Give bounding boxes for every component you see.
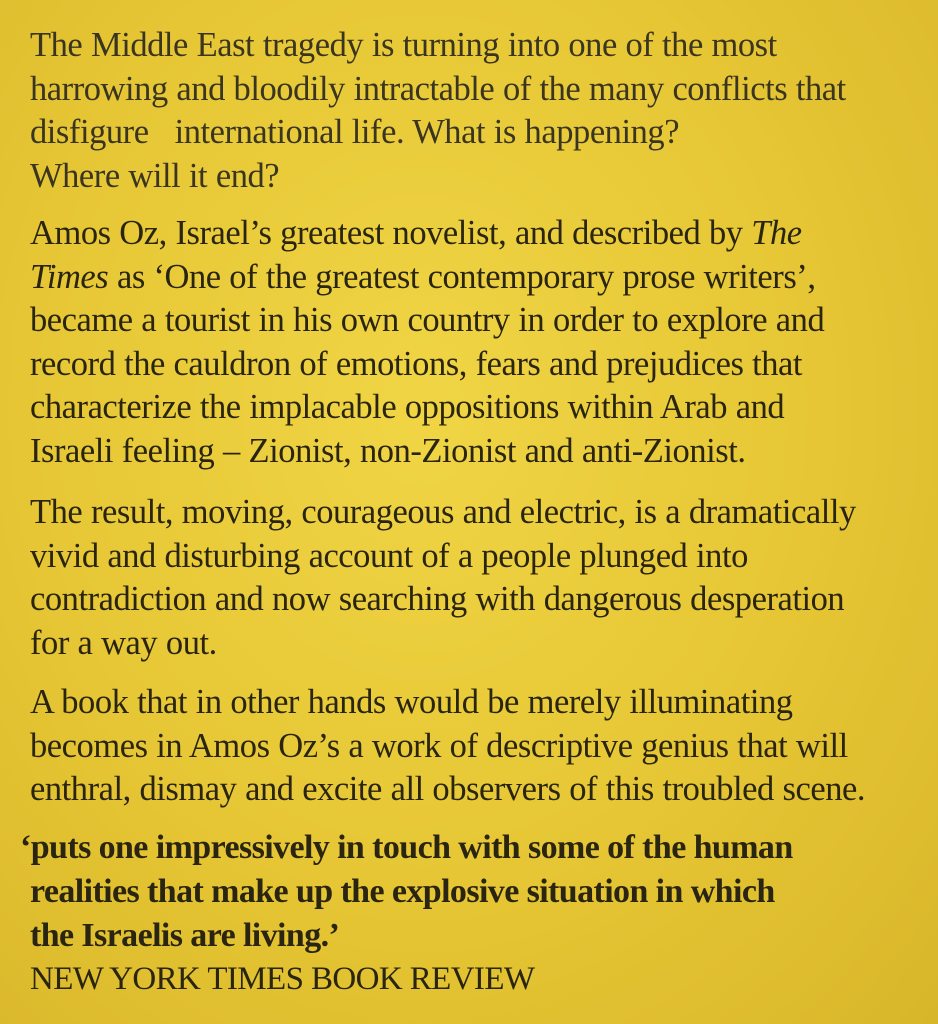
review-source: NEW YORK TIMES BOOK REVIEW <box>30 960 535 997</box>
blurb-text: Amos Oz, Israel’s greatest novelist, and described by <box>30 214 752 252</box>
blurb-paragraph-3 <box>30 491 916 665</box>
blurb-paragraph-4 <box>30 681 916 812</box>
blurb-line: Where will it end? <box>30 156 280 195</box>
blurb-line: disfigure international life. What is happening? <box>30 113 680 151</box>
newspaper-title-italic: Times <box>30 257 109 296</box>
blurb-line: harrowing and bloodily intractable of the many conflicts that <box>30 69 846 108</box>
blurb-line: contradiction and now searching with dangerous desperation <box>30 580 845 618</box>
blurb-line: became a tourist in his own country in order to explore and <box>30 301 825 339</box>
blurb-line <box>30 212 916 256</box>
blurb-line: The Middle East tragedy is turning into one of the most <box>30 26 777 64</box>
quote-line: the Israelis are living.’ <box>30 916 340 954</box>
blurb-line: becomes in Amos Oz’s a work of descriptive genius that will <box>30 726 848 765</box>
blurb-line: record the cauldron of emotions, fears and prejudices that <box>30 344 803 383</box>
blurb-line: A book that in other hands would be merely illuminating <box>30 683 793 721</box>
newspaper-title-italic: The <box>751 214 802 252</box>
blurb-line: for a way out. <box>30 623 217 662</box>
blurb-line <box>30 256 916 300</box>
review-quote <box>20 826 916 958</box>
blurb-line: characterize the implacable oppositions within Arab and <box>30 388 785 426</box>
blurb-text: as ‘One of the greatest contemporary prose writers’, <box>108 257 816 296</box>
blurb-line: Israeli feeling – Zionist, non-Zionist and anti-Zionist. <box>30 431 746 470</box>
quote-line: ‘puts one impressively in touch with some of the human <box>20 828 793 866</box>
blurb-paragraph-2 <box>30 212 916 473</box>
blurb-line: enthral, dismay and excite all observers of this troubled scene. <box>30 770 866 808</box>
blurb-line: vivid and disturbing account of a people plunged into <box>30 536 748 575</box>
blurb-paragraph-1 <box>30 24 916 198</box>
blurb-line: The result, moving, courageous and electric, is a dramatically <box>30 493 856 531</box>
quote-line: realities that make up the explosive situation in which <box>30 872 775 910</box>
